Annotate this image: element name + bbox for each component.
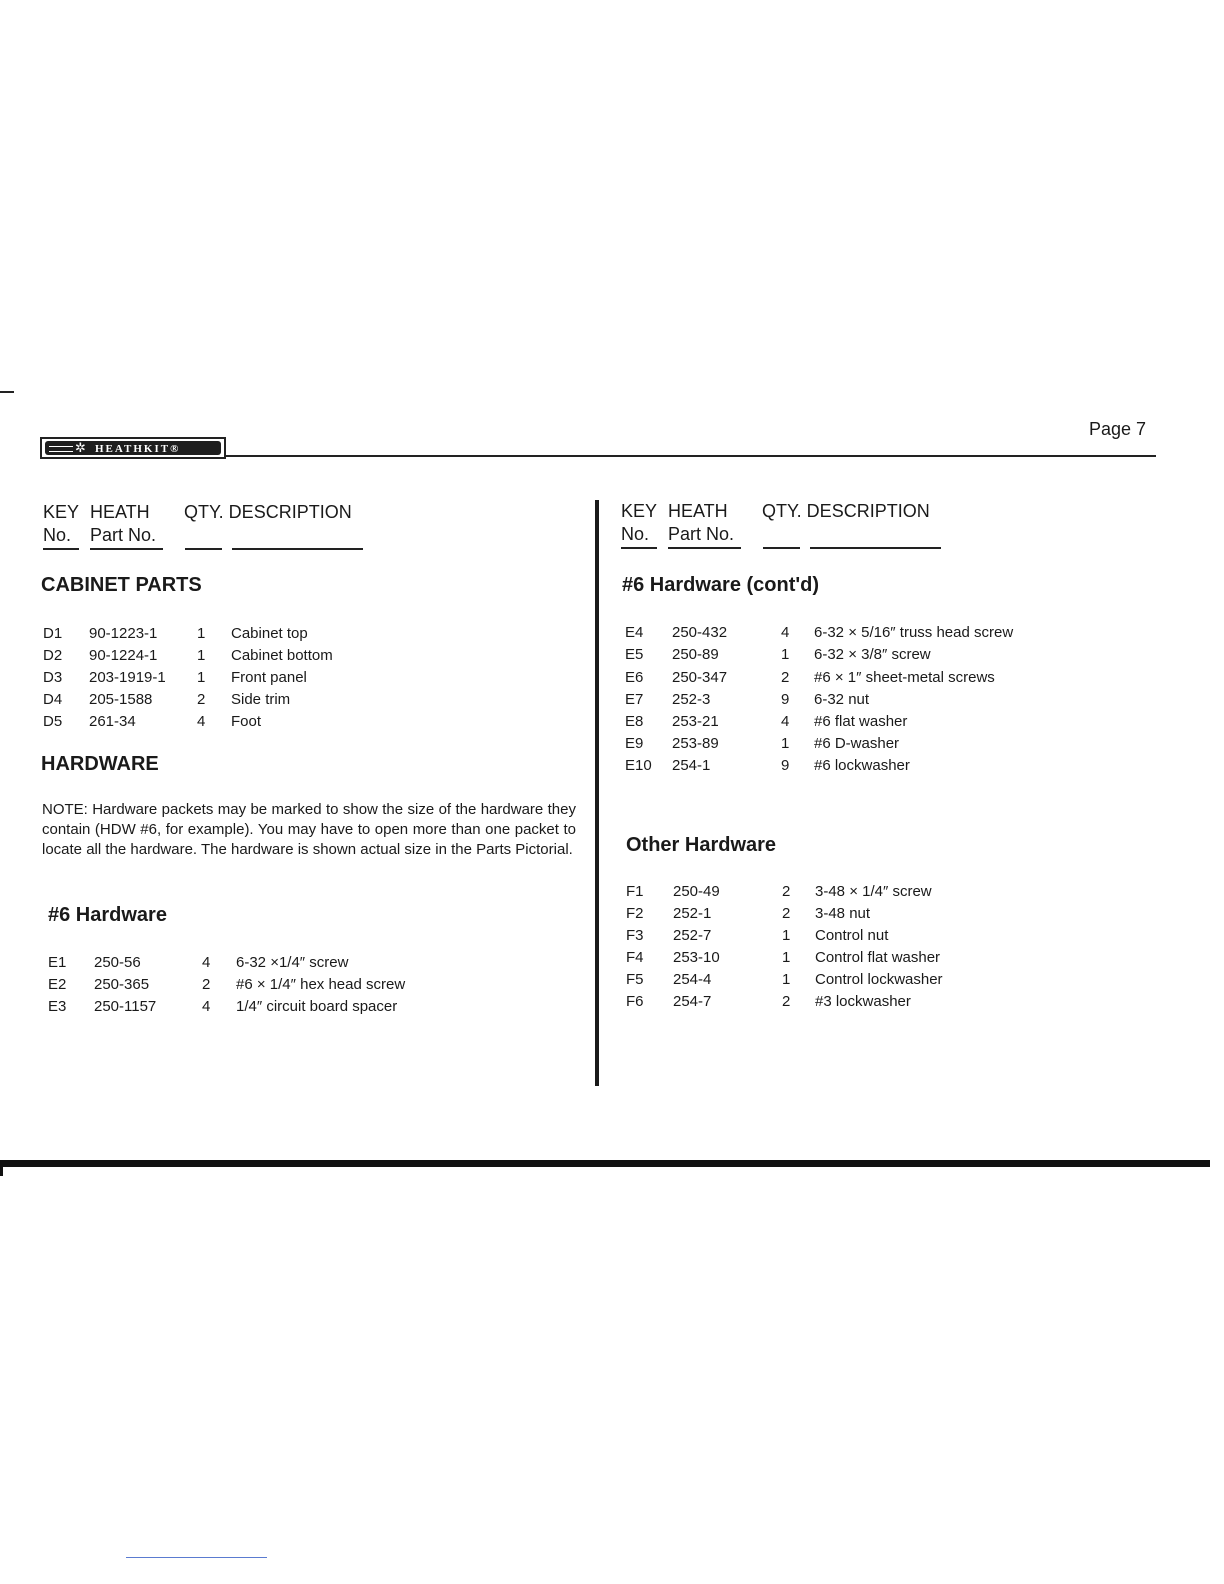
section-title-hardware: HARDWARE	[41, 753, 159, 775]
column-divider	[595, 500, 599, 1086]
table-row: F5 254-4 1 Control lockwasher	[626, 971, 943, 988]
underline-description	[810, 547, 941, 549]
table-row: E6 250-347 2 #6 × 1″ sheet-metal screws	[625, 669, 995, 686]
table-row: E7 252-3 9 6-32 nut	[625, 691, 870, 708]
page-number: Page 7	[1089, 419, 1147, 439]
col-header-no: No.	[43, 525, 72, 545]
underline-description	[232, 548, 363, 550]
underline-no	[621, 547, 657, 549]
footer-rule	[0, 1160, 1210, 1167]
section-title-hw6-contd: #6 Hardware (cont'd)	[622, 574, 820, 596]
col-header-qty-description: QTY. DESCRIPTION	[184, 502, 352, 522]
table-row: E1 250-56 4 6-32 ×1/4″ screw	[48, 954, 349, 971]
table-row: E10 254-1 9 #6 lockwasher	[625, 757, 910, 774]
table-row: F3 252-7 1 Control nut	[626, 927, 889, 944]
margin-mark	[0, 391, 14, 393]
table-row: E2 250-365 2 #6 × 1/4″ hex head screw	[48, 976, 406, 993]
col-header-heath: HEATH	[668, 501, 728, 521]
logo-text: HEATHKIT®	[95, 443, 181, 455]
table-row: F6 254-7 2 #3 lockwasher	[626, 993, 911, 1010]
underline-qty	[185, 548, 222, 550]
table-row: E9 253-89 1 #6 D-washer	[625, 735, 900, 752]
section-title-cabinet-parts: CABINET PARTS	[41, 574, 202, 596]
heathkit-logo	[40, 437, 226, 459]
hardware-note: NOTE: Hardware packets may be marked to show the size of the hardware they contain (HDW #6, for example). You may have to open more than one packet to locate all the hardware. The hardware is shown actual size in the Parts Pictorial.	[42, 801, 576, 858]
table-row: E8 253-21 4 #6 flat washer	[625, 713, 908, 730]
col-header-key: KEY	[621, 501, 658, 521]
col-header-part-no: Part No.	[90, 525, 157, 545]
table-row: D4 205-1588 2 Side trim	[43, 691, 291, 708]
underline-part-no	[668, 547, 741, 549]
col-header-key: KEY	[43, 502, 80, 522]
table-row: E4 250-432 4 6-32 × 5/16″ truss head screw	[625, 624, 1014, 641]
table-row: D2 90-1224-1 1 Cabinet bottom	[43, 647, 333, 664]
table-row: D1 90-1223-1 1 Cabinet top	[43, 625, 308, 642]
col-header-heath: HEATH	[90, 502, 150, 522]
header-rule	[226, 455, 1156, 457]
col-header-no: No.	[621, 524, 650, 544]
footer-rule-tick	[0, 1160, 3, 1176]
atom-icon: ✲	[75, 440, 86, 455]
col-header-qty-description: QTY. DESCRIPTION	[762, 501, 930, 521]
table-row: F2 252-1 2 3-48 nut	[626, 905, 871, 922]
table-row: F4 253-10 1 Control flat washer	[626, 949, 941, 966]
col-header-part-no: Part No.	[668, 524, 735, 544]
table-row: E3 250-1157 4 1/4″ circuit board spacer	[48, 998, 398, 1015]
underline-qty	[763, 547, 800, 549]
underline-part-no	[90, 548, 163, 550]
section-title-other-hardware: Other Hardware	[626, 834, 777, 856]
scan-artifact-line	[126, 1557, 267, 1558]
underline-no	[43, 548, 79, 550]
table-row: D5 261-34 4 Foot	[43, 713, 262, 730]
table-row: E5 250-89 1 6-32 × 3/8″ screw	[625, 646, 931, 663]
table-row: D3 203-1919-1 1 Front panel	[43, 669, 307, 686]
table-row: F1 250-49 2 3-48 × 1/4″ screw	[626, 883, 932, 900]
section-title-hw6: #6 Hardware	[48, 904, 167, 926]
